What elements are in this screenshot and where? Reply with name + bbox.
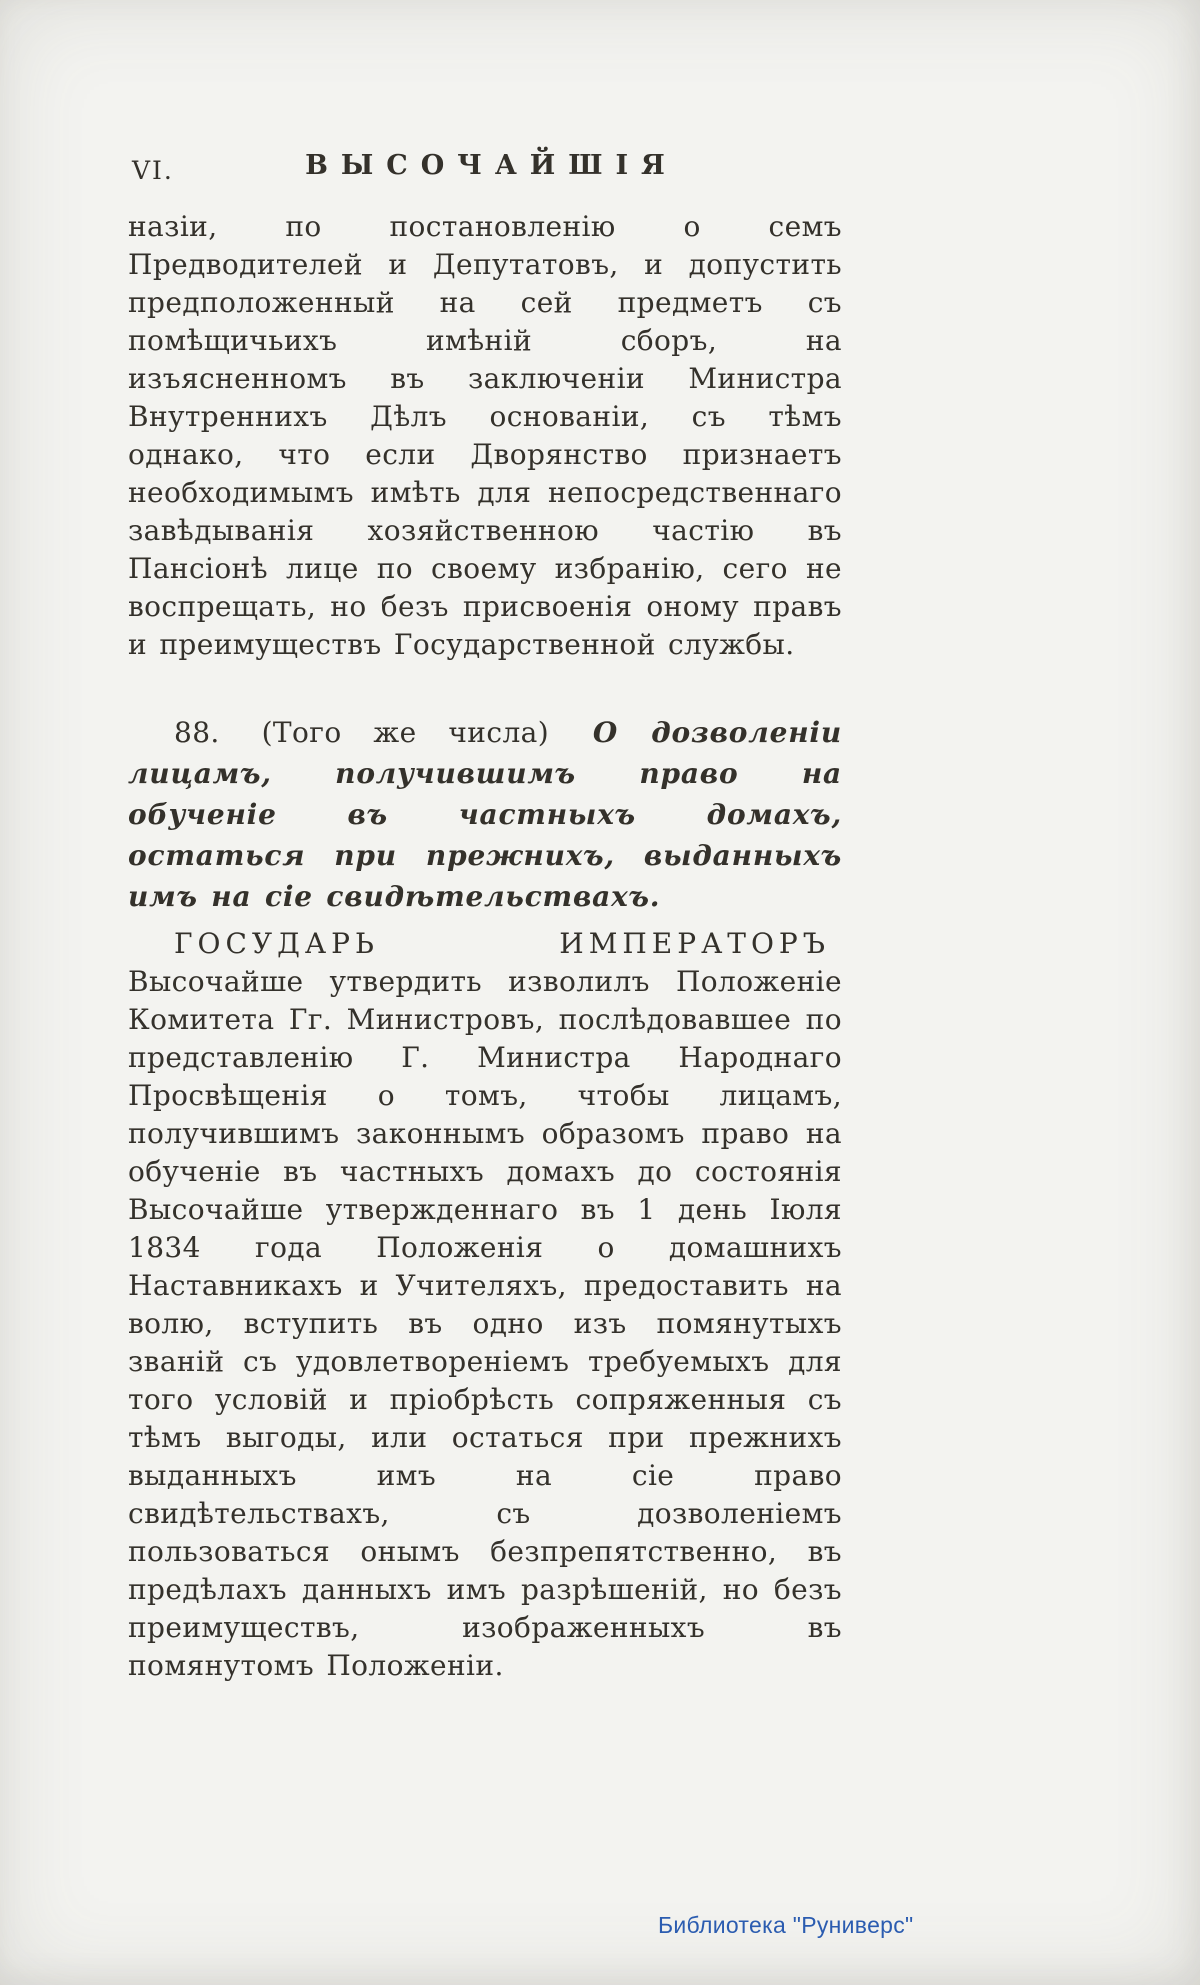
paragraph-continuation: назіи, по постановленію о семъ Предводителей и Депутатовъ, и допустить предположенный на сей предметъ съ помѣщичьихъ имѣній сборъ, на изъясненномъ въ заключеніи Министра Внутреннихъ Дѣлъ основаніи, съ тѣмъ однако, что если Дворянство признаетъ необходимымъ имѣть для непосредственнаго завѣдыванія хозяйственною частію въ Пансіонѣ лице по своему избранію, сего не воспрещать, но безъ присвоенія оному правъ и преимуществъ Государственной службы.: [128, 210, 842, 661]
entry-number: 88.: [174, 716, 220, 749]
library-watermark: Библиотека "Руниверс": [658, 1912, 914, 1938]
entry-title: О дозволеніи лицамъ, получившимъ право на обученіе въ частныхъ домахъ, остаться при прежнихъ, выданныхъ имъ на сіе свидѣтельствахъ.: [128, 716, 842, 913]
entry-date-note: (Того же числа): [261, 716, 550, 749]
page-header: [128, 150, 842, 192]
entry-body-lead: ГОСУДАРЬ ИМПЕРАТОРЪ: [174, 927, 830, 960]
page-number: VI.: [132, 156, 174, 185]
running-header: ВЫСОЧАЙШІЯ: [305, 150, 678, 181]
entry-body-text: Высочайше утвердить изволилъ Положеніе Комитета Гг. Министровъ, послѣдовавшее по представленію Г. Министра Народнаго Просвѣщенія о томъ, чтобы лицамъ, получившимъ законнымъ образомъ право на обученіе въ частныхъ домахъ до состоянія Высочайше утвержденнаго въ 1 день Іюля 1834 года Положенія о домашнихъ Наставникахъ и Учителяхъ, предоставить на волю, вступить въ одно изъ помянутыхъ званій съ удовлетвореніемъ требуемыхъ для того условій и пріобрѣсть сопряженныя съ тѣмъ выгоды, или остаться при прежнихъ выданныхъ имъ на сіе право свидѣтельствахъ, съ дозволеніемъ пользоваться онымъ безпрепятственно, въ предѣлахъ данныхъ имъ разрѣшеній, но безъ преимуществъ, изображенныхъ въ помянутомъ Положеніи.: [128, 965, 842, 1682]
entry-body-paragraph: [128, 925, 842, 1685]
entry-heading: [128, 712, 842, 917]
text-block: [128, 150, 842, 1685]
